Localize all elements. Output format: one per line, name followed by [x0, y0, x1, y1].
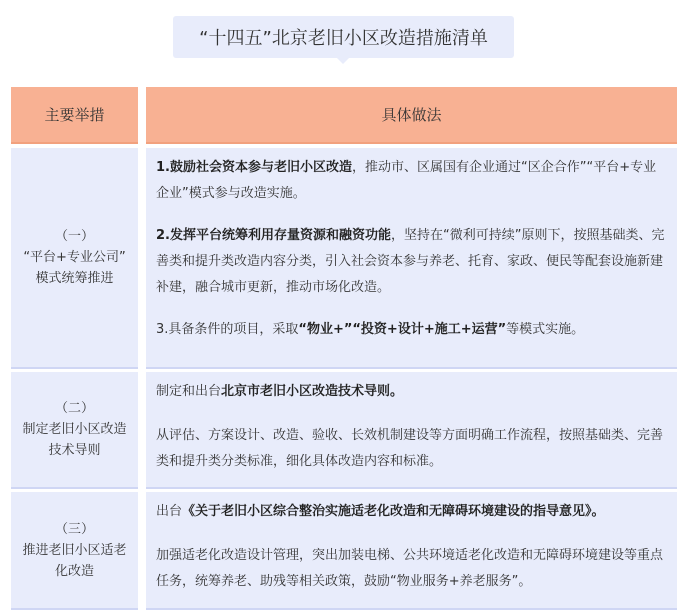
row3-measure-line1: 推进老旧小区适老 — [22, 542, 127, 558]
row1-practices — [146, 148, 677, 369]
row2-measure-line2: 技术导则 — [48, 443, 101, 458]
row3-measure-number: （三） — [54, 521, 94, 537]
row3-measure-line2: 化改造 — [54, 563, 94, 579]
row3-item2: 加强适老化改造设计管理，突出加装电梯、公共环境适老化改造和无障碍环境建设等重点任务，统筹养老、助残等相关政策，鼓励“物业服务+养老服务”。 — [156, 548, 664, 589]
row2-item1: 制定和出台北京市老旧小区改造技术导则。 — [156, 384, 404, 399]
header-specific-practices: 具体做法 — [146, 87, 677, 144]
header-main-measures: 主要举措 — [11, 87, 138, 144]
row1-measure-line1: “平台+专业公司” — [23, 250, 126, 265]
row2-measure-number: （二） — [54, 401, 94, 416]
row2-item2: 从评估、方案设计、改造、验收、长效机制建设等方面明确工作流程，按照基础类、完善类和提升类分类标准，细化具体改造内容和标准。 — [156, 428, 664, 469]
row1-item2: 2.发挥平台统筹利用存量资源和融资功能，坚持在“微利可持续”原则下，按照基础类、完善类和提升类改造内容分类，引入社会资本参与养老、托育、家政、便民等配套设施新建补建，融合城市更新，推动市场化改造。 — [156, 228, 665, 295]
page-title: “十四五”北京老旧小区改造措施清单 — [173, 16, 514, 58]
row1-item3: 3.具备条件的项目，采取“物业+”“投资+设计+施工+运营”等模式实施。 — [156, 322, 585, 337]
row1-measure-number: （一） — [54, 229, 94, 244]
row3-item1: 出台《关于老旧小区综合整治实施适老化改造和无障碍环境建设的指导意见》。 — [156, 504, 605, 519]
row2-practices — [146, 372, 677, 489]
row3-practices — [146, 492, 677, 610]
row2-measure — [11, 372, 138, 489]
row1-measure-line2: 模式统筹推进 — [35, 271, 114, 286]
row1-item1: 1.鼓励社会资本参与老旧小区改造，推动市、区属国有企业通过“区企合作”“平台+专业企业”模式参与改造实施。 — [156, 160, 657, 201]
row2-measure-line1: 制定老旧小区改造 — [22, 422, 127, 437]
row3-measure — [11, 492, 138, 610]
row1-measure — [11, 148, 138, 369]
title-pointer — [337, 58, 349, 64]
